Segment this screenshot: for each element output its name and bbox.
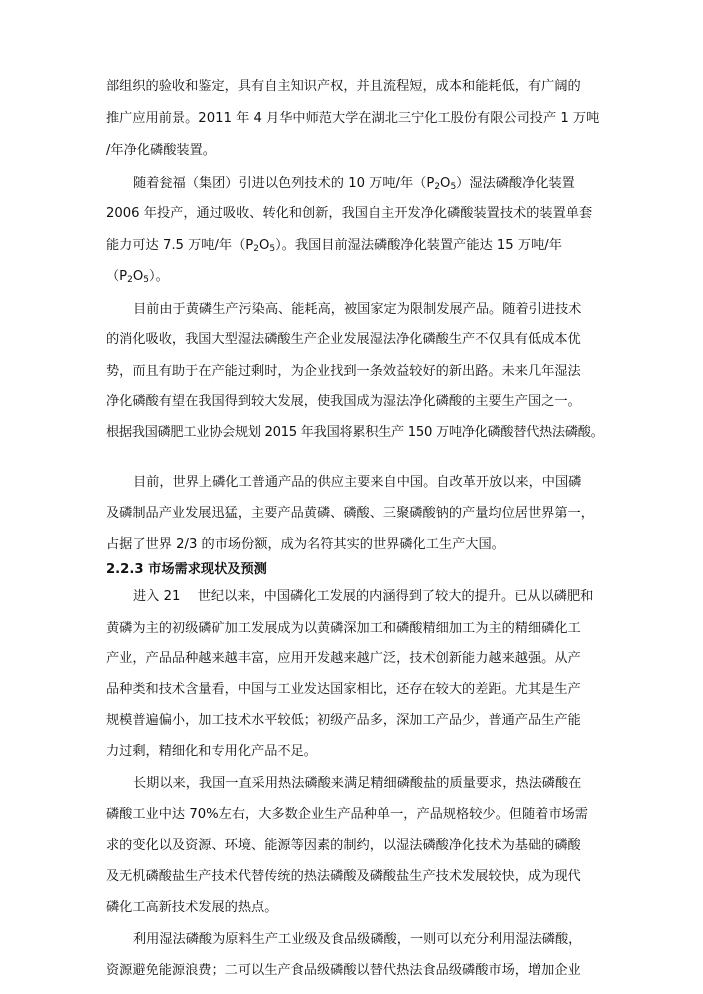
text-line: 利用湿法磷酸为原料生产工业级及食品级磷酸，一则可以充分利用湿法磷酸， bbox=[133, 932, 582, 947]
text-line: 进入 21 世纪以来，中国磷化工发展的内涵得到了较大的提升。已从以磷肥和 bbox=[133, 589, 594, 604]
text-line: 品种类和技术含量看，中国与工业发达国家相比，还存在较大的差距。尤其是生产 bbox=[106, 682, 581, 697]
text-line: 规模普遍偏小，加工技术水平较低；初级产品多，深加工产品少，普通产品生产能 bbox=[106, 713, 581, 728]
text-line: 求的变化以及资源、环境、能源等因素的制约，以湿法磷酸净化技术为基础的磷酸 bbox=[106, 838, 581, 853]
text-line: 部组织的验收和鉴定，具有自主知识产权，并且流程短，成本和能耗低，有广阔的 bbox=[106, 79, 581, 94]
text-line: 根据我国磷肥工业协会规划 2015 年我国将累积生产 150 万吨净化磷酸替代热法磷酸。 bbox=[106, 425, 604, 440]
text-line: 占据了世界 2/3 的市场份额，成为名符其实的世界磷化工生产大国。 bbox=[106, 537, 505, 552]
text-line: 势，而且有助于在产能过剩时，为企业找到一条效益较好的新出路。未来几年湿法 bbox=[106, 364, 581, 379]
section-heading: 2.2.3 市场需求现状及预测 bbox=[106, 562, 267, 577]
text-line: 推广应用前景。2011 年 4 月华中师范大学在湖北三宁化工股份有限公司投产 1 万吨 bbox=[106, 111, 600, 126]
text-line: /年净化磷酸装置。 bbox=[106, 143, 216, 158]
text-line: 及无机磷酸盐生产技术代替传统的热法磷酸及磷酸盐生产技术发展较快，成为现代 bbox=[106, 869, 581, 884]
text-line: 磷化工高新技术发展的热点。 bbox=[106, 900, 278, 915]
text-line: 目前，世界上磷化工普通产品的供应主要来自中国。自改革开放以来，中国磷 bbox=[133, 475, 582, 490]
text-line: 净化磷酸有望在我国得到较大发展，使我国成为湿法净化磷酸的主要生产国之一。 bbox=[106, 394, 581, 409]
text-line: 目前由于黄磷生产污染高、能耗高，被国家定为限制发展产品。随着引进技术 bbox=[133, 302, 582, 317]
text-line: 力过剩，精细化和专用化产品不足。 bbox=[106, 744, 317, 759]
text-line: 黄磷为主的初级磷矿加工发展成为以黄磷深加工和磷酸精细加工为主的精细磷化工 bbox=[106, 621, 581, 636]
text-line: 及磷制品产业发展迅猛，主要产品黄磷、磷酸、三聚磷酸钠的产量均位居世界第一， bbox=[106, 506, 594, 521]
text-line: 随着瓮福（集团）引进以色列技术的 10 万吨/年$(P_2O_5)$湿法磷酸净化装置 bbox=[133, 176, 575, 192]
text-line: 2006 年投产，通过吸收、转化和创新，我国自主开发净化磷酸装置技术的装置单套 bbox=[106, 206, 593, 221]
text-line: 磷酸工业中达 70%左右，大多数企业生产品种单一，产品规格较少。但随着市场需 bbox=[106, 807, 588, 822]
text-line: $(P_2O_5)$。 bbox=[106, 269, 169, 285]
text-line: 长期以来，我国一直采用热法磷酸来满足精细磷酸盐的质量要求，热法磷酸在 bbox=[133, 776, 582, 791]
text-line: 的消化吸收，我国大型湿法磷酸生产企业发展湿法净化磷酸生产不仅具有低成本优 bbox=[106, 332, 581, 347]
text-line: 能力可达 7.5 万吨/年$(P_2O_5)$。我国目前湿法磷酸净化装置产能达 15 万吨/年 bbox=[106, 238, 562, 254]
text-line: 产业，产品品种越来越丰富，应用开发越来越广泛，技术创新能力越来越强。从产 bbox=[106, 651, 581, 666]
text-line: 资源避免能源浪费；二可以生产食品级磷酸以替代热法食品级磷酸市场，增加企业 bbox=[106, 963, 581, 978]
